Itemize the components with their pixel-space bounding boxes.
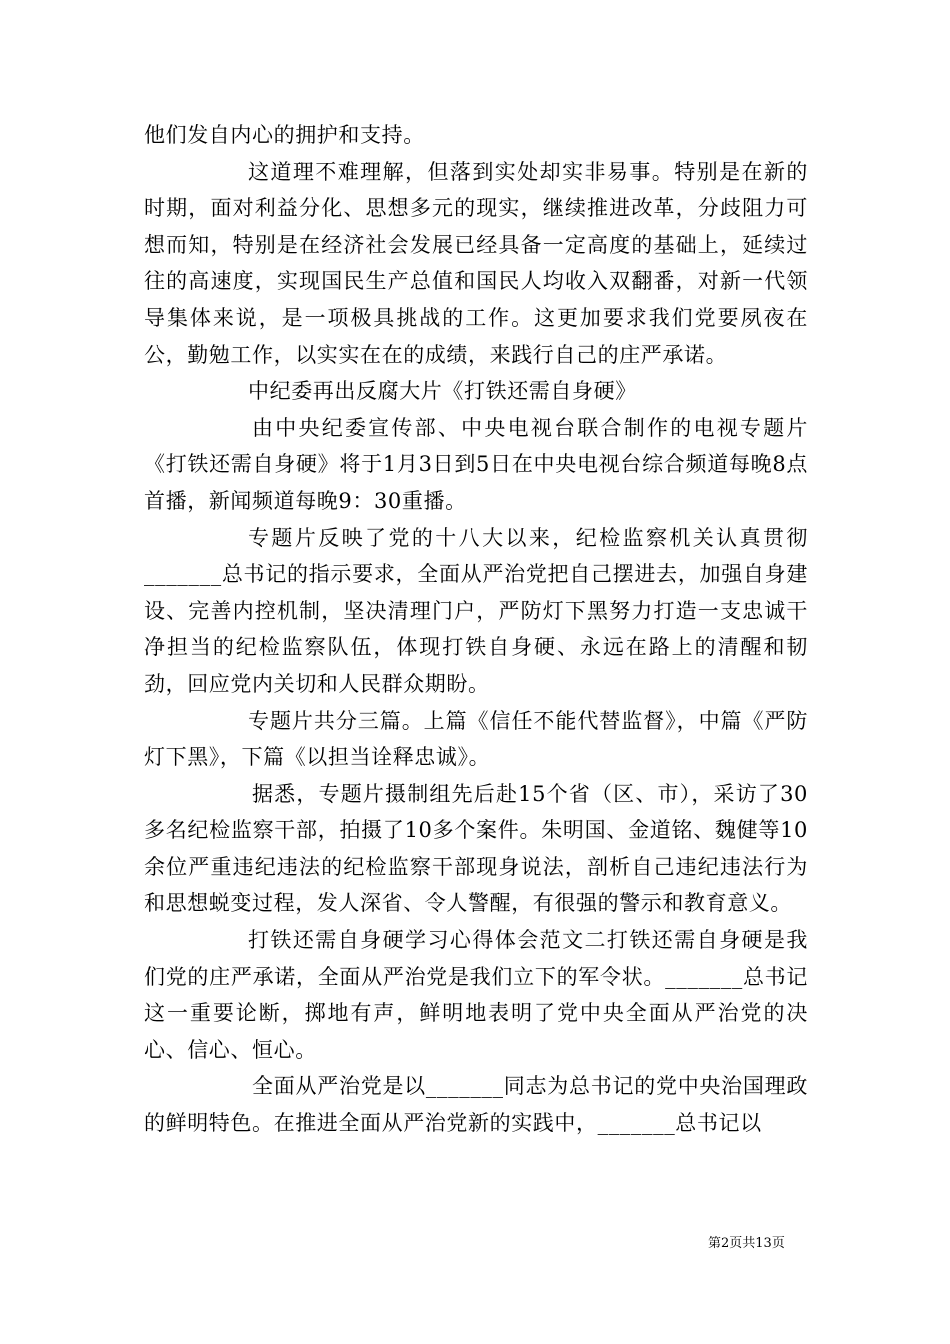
paragraph-reform-challenge: 这道理不难理解，但落到实处却实非易事。特别是在新的时期，面对利益分化、思想多元的现实，继续推进改革，分歧阻力可想而知，特别是在经济社会发展已经具备一定高度的基础上，延续过往的高速度，实现国民生产总值和国民人均收入双翻番，对新一代领导集体来说，是一项极具挑战的工作。这更加要求我们党要夙夜在公，勤勉工作，以实实在在的成绩，来践行自己的庄严承诺。	[144, 159, 808, 367]
page-number: 第2页共13页	[708, 1236, 785, 1251]
document-body	[144, 117, 808, 1142]
paragraph-film-production: 据悉，专题片摄制组先后赴15个省（区、市），采访了30多名纪检监察干部，拍摄了10多个案件。朱明国、金道铭、魏健等10余位严重违纪违法的纪检监察干部现身说法，剖析自己违纪违法行为和思想蜕变过程，发人深省、令人警醒，有很强的警示和教育意义。	[144, 781, 808, 916]
section-heading: 中纪委再出反腐大片《打铁还需自身硬》	[248, 379, 637, 404]
paragraph-continuation: 他们发自内心的拥护和支持。	[144, 123, 425, 147]
paragraph-strict-governance: 全面从严治党是以_______同志为总书记的党中央治国理政的鲜明特色。在推进全面从严治党新的实践中，_______总书记以	[144, 1074, 808, 1136]
paragraph-film-content: 专题片反映了党的十八大以来，纪检监察机关认真贯彻_______总书记的指示要求，全面从严治党把自己摆进去，加强自身建设、完善内控机制，坚决清理门户，严防灯下黑努力打造一支忠诚干净担当的纪检监察队伍，体现打铁自身硬、永远在路上的清醒和韧劲，回应党内关切和人民群众期盼。	[144, 525, 808, 696]
paragraph-sample-two: 打铁还需自身硬学习心得体会范文二打铁还需自身硬是我们党的庄严承诺，全面从严治党是我们立下的军令状。_______总书记这一重要论断，掷地有声，鲜明地表明了党中央全面从严治党的决心、信心、恒心。	[144, 928, 808, 1062]
paragraph-broadcast-schedule: 由中央纪委宣传部、中央电视台联合制作的电视专题片《打铁还需自身硬》将于1月3日到5日在中央电视台综合频道每晚8点首播，新闻频道每晚9：30重播。	[144, 415, 808, 513]
paragraph-film-parts: 专题片共分三篇。上篇《信任不能代替监督》，中篇《严防灯下黑》，下篇《以担当诠释忠诚》。	[144, 708, 808, 770]
